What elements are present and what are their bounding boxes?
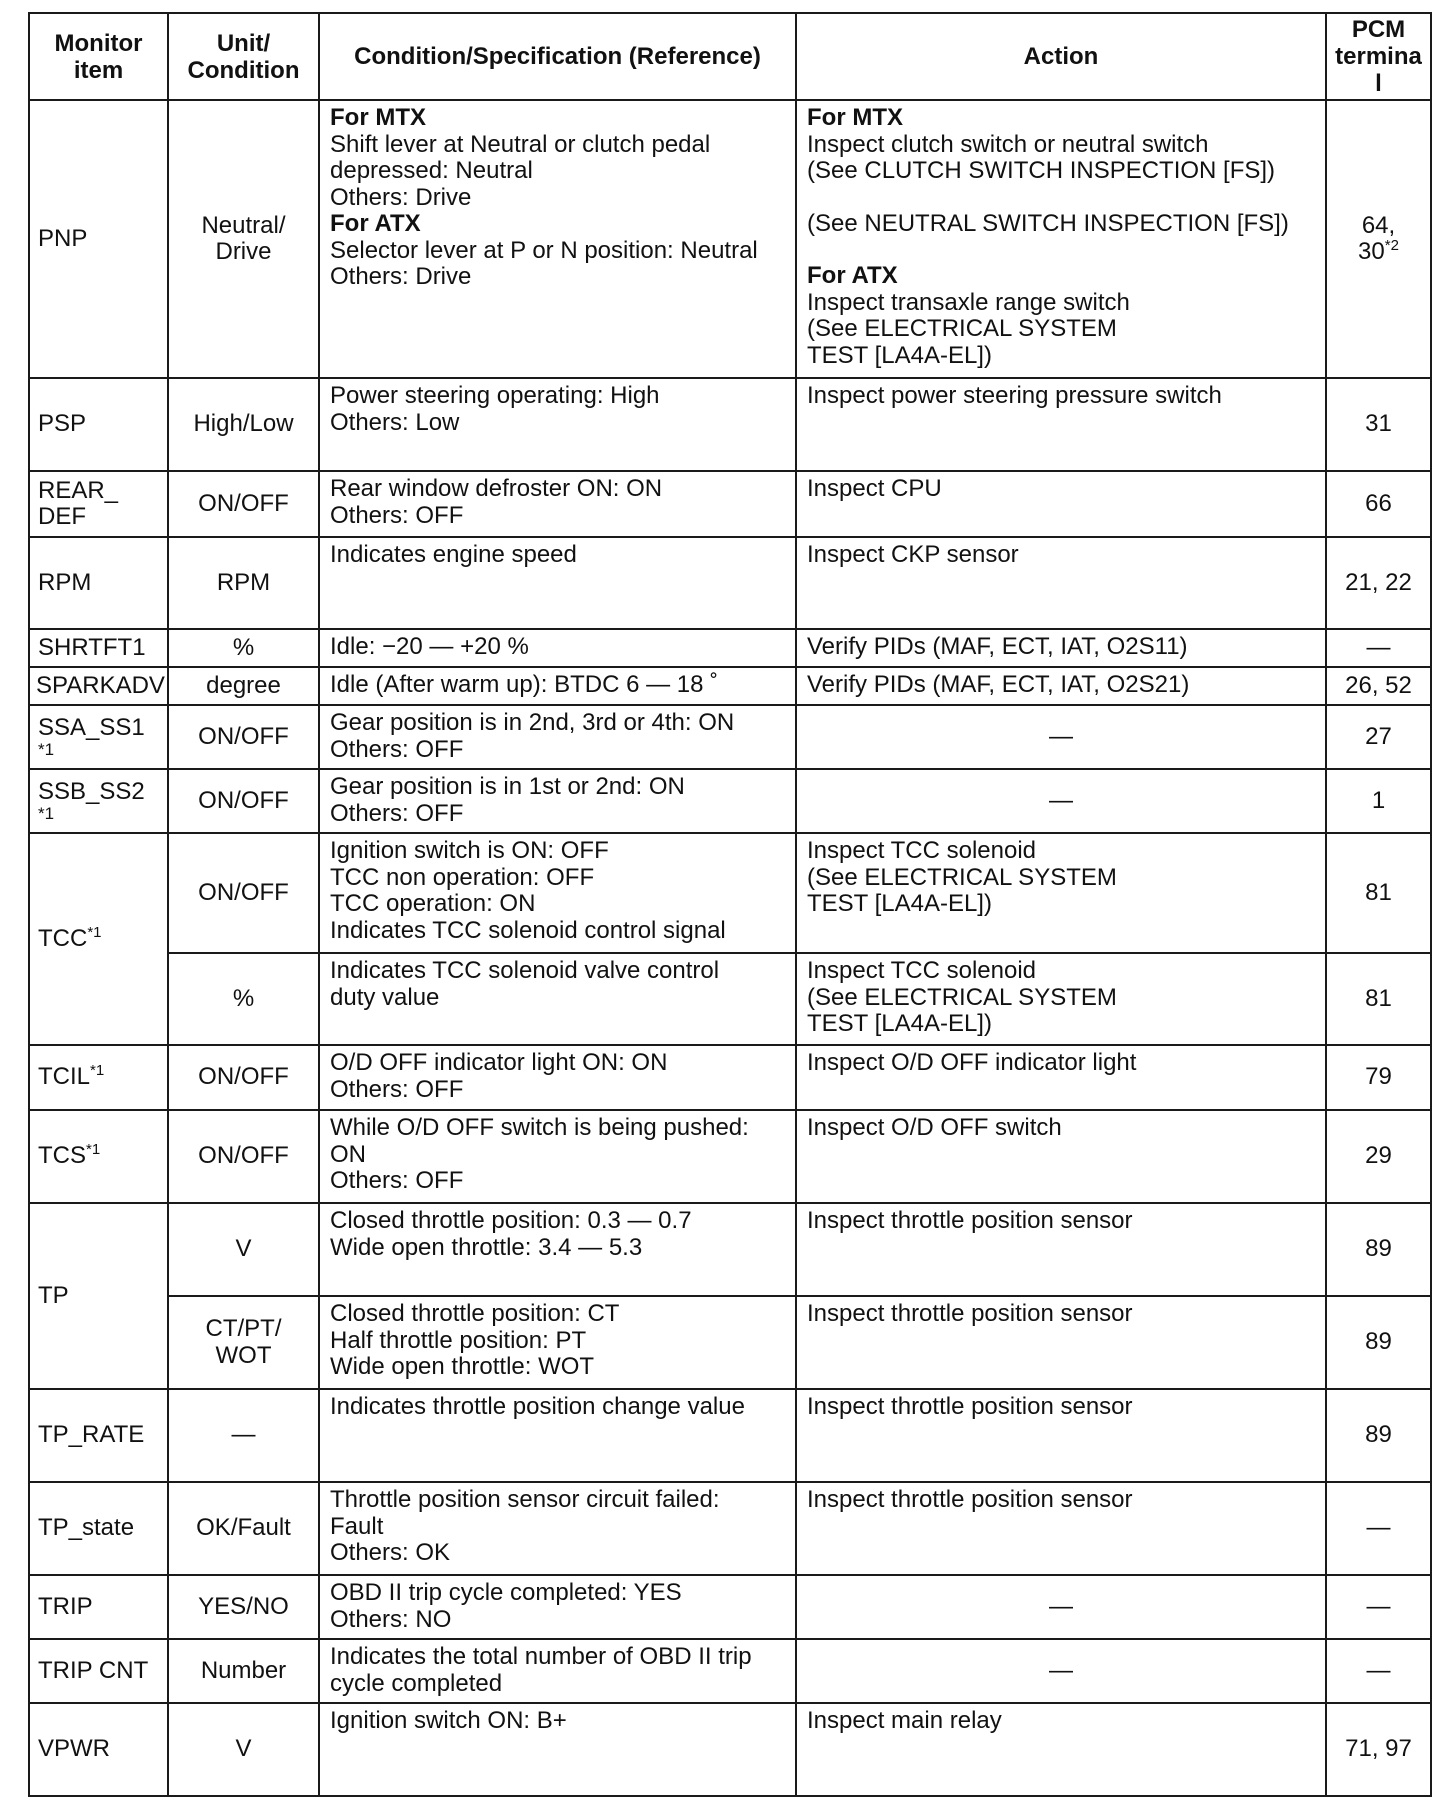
action: Inspect throttle position sensor (796, 1482, 1326, 1575)
header-unit-condition: Unit/ Condition (168, 13, 319, 100)
pcm-terminal: 26, 52 (1326, 667, 1431, 705)
pcm-terminal: — (1326, 1482, 1431, 1575)
unit-condition: CT/PT/ WOT (168, 1296, 319, 1389)
pcm-terminal: 79 (1326, 1045, 1431, 1110)
condition-specification: Gear position is in 1st or 2nd: ON Others: OFF (319, 769, 796, 833)
pcm-terminal: — (1326, 1639, 1431, 1703)
unit-condition: Neutral/ Drive (168, 100, 319, 378)
action: — (796, 705, 1326, 769)
condition-specification: O/D OFF indicator light ON: ON Others: OFF (319, 1045, 796, 1110)
monitor-item: TP (29, 1203, 168, 1389)
monitor-item: RPM (29, 537, 168, 629)
unit-condition: ON/OFF (168, 833, 319, 953)
pcm-terminal: 64, 30$^{*2}$ (1326, 100, 1431, 378)
action: Inspect power steering pressure switch (796, 378, 1326, 471)
unit-condition: % (168, 953, 319, 1045)
pcm-terminal: 27 (1326, 705, 1431, 769)
monitor-item: SPARKADV (29, 667, 168, 705)
condition-specification: Indicates throttle position change value (319, 1389, 796, 1482)
table-header-row (29, 13, 1431, 100)
unit-condition: ON/OFF (168, 705, 319, 769)
table-row-pnp (29, 100, 1431, 378)
condition-specification: Indicates TCC solenoid valve control duty value (319, 953, 796, 1045)
pcm-terminal: 89 (1326, 1203, 1431, 1296)
unit-condition: OK/Fault (168, 1482, 319, 1575)
condition-specification: Indicates the total number of OBD II trip cycle completed (319, 1639, 796, 1703)
table-row-rpm (29, 537, 1431, 629)
header-pcm-terminal: PCM terminal (1326, 13, 1431, 100)
pcm-terminal: 89 (1326, 1389, 1431, 1482)
condition-specification: For MTX Shift lever at Neutral or clutch pedal depressed: Neutral Others: Drive For ATX Selector lever at P or N position: Neutral Others: Drive (319, 100, 796, 378)
unit-condition: Number (168, 1639, 319, 1703)
document-page (28, 12, 1430, 1797)
unit-condition: ON/OFF (168, 769, 319, 833)
table-row-tcc-2 (29, 953, 1431, 1045)
monitor-item: TP_RATE (29, 1389, 168, 1482)
action: Inspect CPU (796, 471, 1326, 537)
condition-specification: Rear window defroster ON: ON Others: OFF (319, 471, 796, 537)
unit-condition: % (168, 629, 319, 667)
condition-specification: Gear position is in 2nd, 3rd or 4th: ON Others: OFF (319, 705, 796, 769)
action: Inspect O/D OFF indicator light (796, 1045, 1326, 1110)
condition-specification: OBD II trip cycle completed: YES Others: NO (319, 1575, 796, 1639)
monitor-item: TRIP CNT (29, 1639, 168, 1703)
table-row-shrtft1 (29, 629, 1431, 667)
table-row-trip (29, 1575, 1431, 1639)
unit-condition: RPM (168, 537, 319, 629)
table-row-rear-def (29, 471, 1431, 537)
unit-condition: ON/OFF (168, 1045, 319, 1110)
monitor-item: VPWR (29, 1703, 168, 1796)
unit-condition: degree (168, 667, 319, 705)
action: Inspect O/D OFF switch (796, 1110, 1326, 1203)
monitor-item: TCIL$^{*1}$ (29, 1045, 168, 1110)
pcm-terminal: 71, 97 (1326, 1703, 1431, 1796)
action: Inspect throttle position sensor (796, 1203, 1326, 1296)
action: Inspect TCC solenoid (See ELECTRICAL SYSTEM TEST [LA4A-EL]) (796, 953, 1326, 1045)
condition-specification: Ignition switch is ON: OFF TCC non operation: OFF TCC operation: ON Indicates TCC solenoid control signal (319, 833, 796, 953)
table-row-trip-cnt (29, 1639, 1431, 1703)
pcm-terminal: 81 (1326, 953, 1431, 1045)
condition-specification: Idle (After warm up): BTDC 6 — 18 ˚ (319, 667, 796, 705)
pcm-terminal: 21, 22 (1326, 537, 1431, 629)
pcm-terminal: 31 (1326, 378, 1431, 471)
monitor-item: TP_state (29, 1482, 168, 1575)
unit-condition: — (168, 1389, 319, 1482)
pcm-terminal: — (1326, 629, 1431, 667)
monitor-item: SHRTFT1 (29, 629, 168, 667)
monitor-item-table (28, 12, 1432, 1797)
pcm-terminal: 66 (1326, 471, 1431, 537)
table-row-vpwr (29, 1703, 1431, 1796)
action: Verify PIDs (MAF, ECT, IAT, O2S11) (796, 629, 1326, 667)
monitor-item: SSA_SS1 *1 (29, 705, 168, 769)
unit-condition: YES/NO (168, 1575, 319, 1639)
condition-specification: Ignition switch ON: B+ (319, 1703, 796, 1796)
header-action: Action (796, 13, 1326, 100)
action: Inspect throttle position sensor (796, 1389, 1326, 1482)
action: For MTX Inspect clutch switch or neutral switch (See CLUTCH SWITCH INSPECTION [FS]) (See NEUTRAL SWITCH INSPECTION [FS]) For ATX Inspect transaxle range switch (See ELECTRICAL SYSTEM TEST [LA4A-EL]) (796, 100, 1326, 378)
unit-condition: High/Low (168, 378, 319, 471)
condition-specification: Closed throttle position: 0.3 — 0.7 Wide open throttle: 3.4 — 5.3 (319, 1203, 796, 1296)
monitor-item: PSP (29, 378, 168, 471)
pcm-terminal: 1 (1326, 769, 1431, 833)
pcm-terminal: 89 (1326, 1296, 1431, 1389)
monitor-item: SSB_SS2 *1 (29, 769, 168, 833)
table-row-ssa-ss1 (29, 705, 1431, 769)
action: Inspect TCC solenoid (See ELECTRICAL SYSTEM TEST [LA4A-EL]) (796, 833, 1326, 953)
table-row-tp-1 (29, 1203, 1431, 1296)
condition-specification: Throttle position sensor circuit failed: Fault Others: OK (319, 1482, 796, 1575)
action: Inspect throttle position sensor (796, 1296, 1326, 1389)
unit-condition: V (168, 1203, 319, 1296)
table-row-sparkadv (29, 667, 1431, 705)
monitor-item: REAR_ DEF (29, 471, 168, 537)
unit-condition: ON/OFF (168, 471, 319, 537)
condition-specification: While O/D OFF switch is being pushed: ON Others: OFF (319, 1110, 796, 1203)
monitor-item: PNP (29, 100, 168, 378)
action: — (796, 1639, 1326, 1703)
header-monitor-item: Monitor item (29, 13, 168, 100)
table-row-tcc-1 (29, 833, 1431, 953)
table-row-tcs (29, 1110, 1431, 1203)
pcm-terminal: 29 (1326, 1110, 1431, 1203)
action: Inspect main relay (796, 1703, 1326, 1796)
unit-condition: ON/OFF (168, 1110, 319, 1203)
table-row-tp-rate (29, 1389, 1431, 1482)
condition-specification: Power steering operating: High Others: Low (319, 378, 796, 471)
monitor-item: TCS$^{*1}$ (29, 1110, 168, 1203)
condition-specification: Indicates engine speed (319, 537, 796, 629)
action: — (796, 769, 1326, 833)
pcm-terminal: — (1326, 1575, 1431, 1639)
pcm-terminal: 81 (1326, 833, 1431, 953)
table-row-tp-2 (29, 1296, 1431, 1389)
action: Inspect CKP sensor (796, 537, 1326, 629)
table-row-tp-state (29, 1482, 1431, 1575)
table-row-ssb-ss2 (29, 769, 1431, 833)
action: Verify PIDs (MAF, ECT, IAT, O2S21) (796, 667, 1326, 705)
table-row-tcil (29, 1045, 1431, 1110)
condition-specification: Idle: −20 — +20 % (319, 629, 796, 667)
monitor-item: TCC$^{*1}$ (29, 833, 168, 1045)
action: — (796, 1575, 1326, 1639)
unit-condition: V (168, 1703, 319, 1796)
table-row-psp (29, 378, 1431, 471)
monitor-item: TRIP (29, 1575, 168, 1639)
header-condition-specification: Condition/Specification (Reference) (319, 13, 796, 100)
condition-specification: Closed throttle position: CT Half throttle position: PT Wide open throttle: WOT (319, 1296, 796, 1389)
